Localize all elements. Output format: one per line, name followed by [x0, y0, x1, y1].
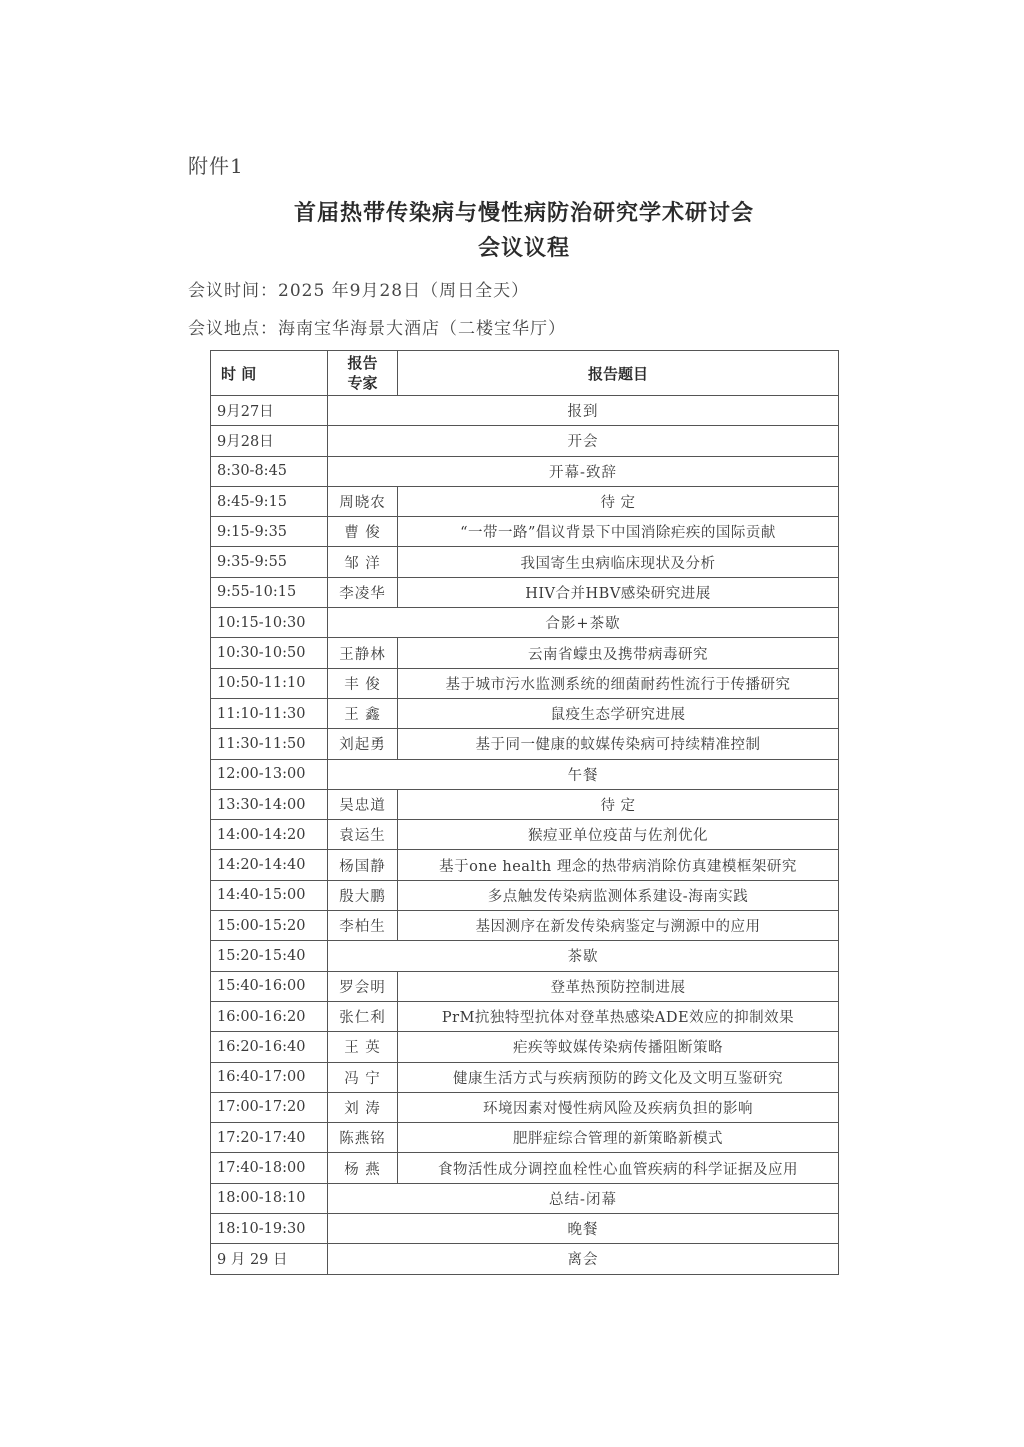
agenda-time-cell: 13:30-14:00	[211, 789, 328, 819]
agenda-speaker-cell: 杨 燕	[328, 1153, 398, 1183]
agenda-body	[211, 396, 839, 1275]
agenda-time-cell: 9 月 29 日	[211, 1244, 328, 1274]
agenda-speaker-cell: 李柏生	[328, 911, 398, 941]
agenda-speaker-cell: 冯 宁	[328, 1062, 398, 1092]
agenda-time-cell: 10:30-10:50	[211, 638, 328, 668]
agenda-event-cell: 合影+茶歇	[328, 608, 839, 638]
agenda-row	[211, 759, 839, 789]
agenda-row	[211, 941, 839, 971]
agenda-speaker-cell: 邹 洋	[328, 547, 398, 577]
agenda-topic-cell: 猴痘亚单位疫苗与佐剂优化	[398, 820, 839, 850]
agenda-topic-cell: 食物活性成分调控血栓性心血管疾病的科学证据及应用	[398, 1153, 839, 1183]
agenda-time-cell: 18:10-19:30	[211, 1214, 328, 1244]
agenda-row	[211, 1123, 839, 1153]
agenda-row	[211, 638, 839, 668]
agenda-speaker-cell: 吴忠道	[328, 789, 398, 819]
agenda-event-cell: 报到	[328, 396, 839, 426]
agenda-row	[211, 1244, 839, 1274]
agenda-speaker-cell: 曹 俊	[328, 517, 398, 547]
document-title: 首届热带传染病与慢性病防治研究学术研讨会	[293, 201, 754, 226]
agenda-speaker-cell: 罗会明	[328, 971, 398, 1001]
meeting-place: 会议地点：海南宝华海景大酒店（二楼宝华厅）	[188, 319, 566, 339]
agenda-speaker-cell: 王 鑫	[328, 698, 398, 728]
agenda-speaker-cell: 刘 涛	[328, 1092, 398, 1122]
agenda-row	[211, 668, 839, 698]
agenda-row	[211, 426, 839, 456]
agenda-row	[211, 547, 839, 577]
header-topic: 报告题目	[398, 351, 839, 396]
agenda-row	[211, 486, 839, 516]
agenda-row	[211, 729, 839, 759]
agenda-time-cell: 10:50-11:10	[211, 668, 328, 698]
agenda-topic-cell: 肥胖症综合管理的新策略新模式	[398, 1123, 839, 1153]
agenda-speaker-cell: 刘起勇	[328, 729, 398, 759]
agenda-topic-cell: 我国寄生虫病临床现状及分析	[398, 547, 839, 577]
agenda-row	[211, 698, 839, 728]
agenda-time-cell: 9月28日	[211, 426, 328, 456]
agenda-time-cell: 17:20-17:40	[211, 1123, 328, 1153]
header-speaker-line1: 报告	[347, 354, 378, 372]
agenda-topic-cell: 基因测序在新发传染病鉴定与溯源中的应用	[398, 911, 839, 941]
agenda-topic-cell: 云南省蠓虫及携带病毒研究	[398, 638, 839, 668]
meeting-time: 会议时间：2025 年9月28日（周日全天）	[188, 281, 530, 301]
agenda-header-row	[211, 351, 839, 396]
agenda-row	[211, 850, 839, 880]
agenda-topic-cell: 健康生活方式与疾病预防的跨文化及文明互鉴研究	[398, 1062, 839, 1092]
agenda-row	[211, 1153, 839, 1183]
agenda-topic-cell: 待 定	[398, 789, 839, 819]
agenda-event-cell: 离会	[328, 1244, 839, 1274]
agenda-speaker-cell: 陈燕铭	[328, 1123, 398, 1153]
agenda-event-cell: 开幕-致辞	[328, 456, 839, 486]
agenda-time-cell: 9:55-10:15	[211, 577, 328, 607]
agenda-row	[211, 971, 839, 1001]
agenda-time-cell: 14:20-14:40	[211, 850, 328, 880]
agenda-speaker-cell: 周晓农	[328, 486, 398, 516]
agenda-speaker-cell: 张仁利	[328, 1001, 398, 1031]
agenda-topic-cell: 疟疾等蚊媒传染病传播阻断策略	[398, 1032, 839, 1062]
agenda-time-cell: 15:00-15:20	[211, 911, 328, 941]
agenda-speaker-cell: 殷大鹏	[328, 880, 398, 910]
agenda-row	[211, 1001, 839, 1031]
agenda-speaker-cell: 丰 俊	[328, 668, 398, 698]
agenda-topic-cell: 环境因素对慢性病风险及疾病负担的影响	[398, 1092, 839, 1122]
agenda-topic-cell: 基于同一健康的蚊媒传染病可持续精准控制	[398, 729, 839, 759]
agenda-time-cell: 16:40-17:00	[211, 1062, 328, 1092]
agenda-event-cell: 午餐	[328, 759, 839, 789]
agenda-time-cell: 17:40-18:00	[211, 1153, 328, 1183]
agenda-speaker-cell: 王静林	[328, 638, 398, 668]
agenda-time-cell: 10:15-10:30	[211, 608, 328, 638]
agenda-topic-cell: 鼠疫生态学研究进展	[398, 698, 839, 728]
agenda-topic-cell: 基于one health 理念的热带病消除仿真建模框架研究	[398, 850, 839, 880]
header-time: 时 间	[211, 351, 328, 396]
header-speaker-line2: 专家	[347, 374, 378, 392]
agenda-time-cell: 11:10-11:30	[211, 698, 328, 728]
agenda-time-cell: 15:40-16:00	[211, 971, 328, 1001]
agenda-time-cell: 8:30-8:45	[211, 456, 328, 486]
agenda-topic-cell: “一带一路”倡议背景下中国消除疟疾的国际贡献	[398, 517, 839, 547]
annex-label: 附件1	[188, 154, 244, 178]
agenda-row	[211, 820, 839, 850]
agenda-event-cell: 总结-闭幕	[328, 1183, 839, 1213]
agenda-topic-cell: 多点触发传染病监测体系建设-海南实践	[398, 880, 839, 910]
agenda-row	[211, 1032, 839, 1062]
agenda-row	[211, 396, 839, 426]
agenda-time-cell: 9:35-9:55	[211, 547, 328, 577]
agenda-row	[211, 608, 839, 638]
agenda-time-cell: 9月27日	[211, 396, 328, 426]
agenda-row	[211, 1183, 839, 1213]
agenda-time-cell: 18:00-18:10	[211, 1183, 328, 1213]
agenda-row	[211, 1092, 839, 1122]
agenda-row	[211, 577, 839, 607]
header-speaker	[328, 351, 398, 396]
agenda-event-cell: 晚餐	[328, 1214, 839, 1244]
agenda-row	[211, 880, 839, 910]
agenda-event-cell: 开会	[328, 426, 839, 456]
agenda-row	[211, 1062, 839, 1092]
agenda-time-cell: 8:45-9:15	[211, 486, 328, 516]
agenda-time-cell: 14:40-15:00	[211, 880, 328, 910]
agenda-table	[210, 350, 839, 1275]
agenda-speaker-cell: 王 英	[328, 1032, 398, 1062]
agenda-topic-cell: HIV合并HBV感染研究进展	[398, 577, 839, 607]
agenda-topic-cell: 登革热预防控制进展	[398, 971, 839, 1001]
agenda-topic-cell: 待 定	[398, 486, 839, 516]
agenda-time-cell: 16:00-16:20	[211, 1001, 328, 1031]
agenda-time-cell: 15:20-15:40	[211, 941, 328, 971]
agenda-time-cell: 12:00-13:00	[211, 759, 328, 789]
agenda-topic-cell: PrM抗独特型抗体对登革热感染ADE效应的抑制效果	[398, 1001, 839, 1031]
agenda-topic-cell: 基于城市污水监测系统的细菌耐药性流行于传播研究	[398, 668, 839, 698]
agenda-time-cell: 14:00-14:20	[211, 820, 328, 850]
agenda-event-cell: 茶歇	[328, 941, 839, 971]
agenda-row	[211, 1214, 839, 1244]
agenda-speaker-cell: 杨国静	[328, 850, 398, 880]
agenda-row	[211, 456, 839, 486]
agenda-row	[211, 789, 839, 819]
agenda-time-cell: 11:30-11:50	[211, 729, 328, 759]
agenda-speaker-cell: 袁运生	[328, 820, 398, 850]
agenda-row	[211, 517, 839, 547]
document-subtitle: 会议议程	[477, 236, 570, 261]
agenda-row	[211, 911, 839, 941]
agenda-time-cell: 17:00-17:20	[211, 1092, 328, 1122]
agenda-time-cell: 9:15-9:35	[211, 517, 328, 547]
agenda-speaker-cell: 李凌华	[328, 577, 398, 607]
agenda-time-cell: 16:20-16:40	[211, 1032, 328, 1062]
